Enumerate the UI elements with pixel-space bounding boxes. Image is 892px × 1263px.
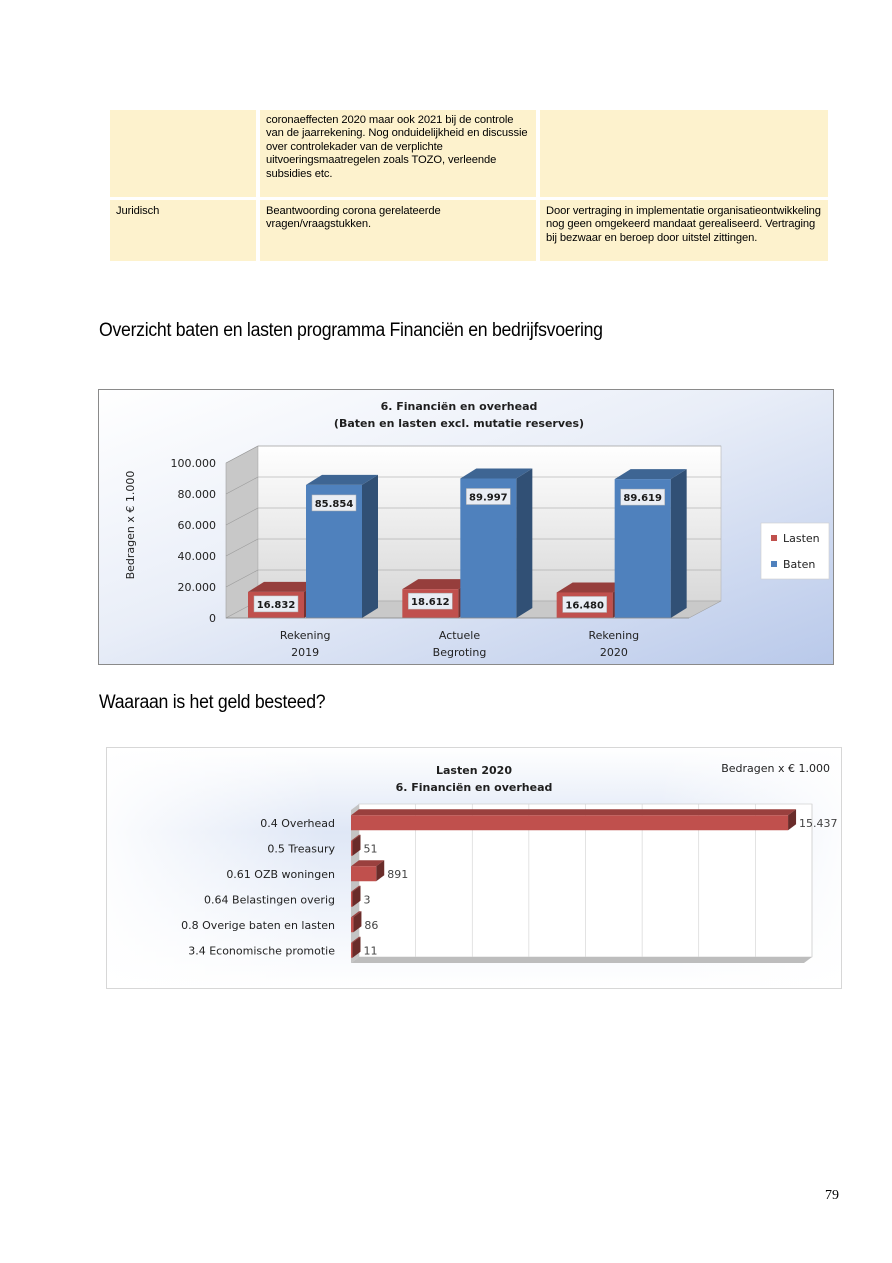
chart-subtitle: 6. Financiën en overhead [395,781,553,794]
risk-table [110,110,828,261]
category-label: 0.8 Overige baten en lasten [181,918,335,932]
table-cell-category [110,110,256,197]
x-tick-label: Begroting [432,646,487,659]
data-label: 16.480 [565,600,604,612]
unit-note: Bedragen x € 1.000 [721,762,830,775]
data-label: 85.854 [314,498,354,510]
x-tick-label: Rekening [279,629,331,642]
bar [351,892,353,907]
table-row [110,110,828,197]
column-chart-svg [99,390,833,664]
table-cell-measure [540,110,828,197]
category-label: 0.61 OZB woningen [226,867,335,881]
column-chart-baten-lasten [98,389,834,665]
bar-chart-svg [107,748,841,988]
table-cell-measure: Door vertraging in implementatie organisatieontwikkeling nog geen omgekeerd mandaat gerealiseerd. Vertraging bij bezwaar en beroep door uitstel zittingen. [540,200,828,261]
x-tick-label: 2019 [291,646,320,659]
x-tick-label: Actuele [438,629,481,642]
data-label: 3 [363,893,371,907]
chart-title: 6. Financiën en overhead [380,400,538,413]
data-label: 51 [363,842,378,856]
data-label: 86 [364,918,379,932]
category-label: 0.64 Belastingen overig [204,893,335,907]
category-label: 0.5 Treasury [267,842,335,856]
table-cell-effect: Beantwoording corona gerelateerde vragen/vraagstukken. [260,200,536,261]
data-label: 18.612 [411,597,450,609]
bar [351,841,353,856]
category-label: 0.4 Overhead [260,816,335,830]
y-tick-label: 0 [209,612,216,625]
bar-top [351,809,796,815]
table-cell-effect: coronaeffecten 2020 maar ook 2021 bij de controle van de jaarrekening. Nog onduidelijkheid en discussie over controlekader van de verplichte uitvoeringsmaatregelen zoals TOZO, verleende subsidies etc. [260,110,536,197]
bar-side [671,469,687,618]
data-label: 89.997 [469,492,508,504]
legend-label: Lasten [783,532,820,545]
legend-swatch [771,561,777,567]
bar [351,866,376,881]
data-label: 15.437 [799,816,838,830]
data-label: 16.832 [256,599,296,611]
y-tick-label: 20.000 [177,581,216,594]
section-title-spending: Waaraan is het geld besteed? [99,692,326,713]
table-cell-category: Juridisch [110,200,256,261]
chart-title: Lasten 2020 [436,764,512,777]
bar-side [516,469,532,618]
y-tick-label: 80.000 [177,488,216,501]
bar-chart-lasten-2020 [106,747,842,989]
bar [351,943,353,958]
chart-subtitle: (Baten en lasten excl. mutatie reserves) [333,417,585,430]
data-label: 11 [363,944,378,958]
y-axis-label: Bedragen x € 1.000 [124,470,137,580]
y-tick-label: 100.000 [170,457,216,470]
x-tick-label: Rekening [588,629,640,642]
floor [351,957,812,963]
bar [351,917,353,932]
bar [351,815,788,830]
y-tick-label: 60.000 [177,519,216,532]
data-label: 891 [387,867,409,881]
table-row [110,200,828,261]
bar-side [362,475,378,618]
x-tick-label: 2020 [599,646,628,659]
section-title-overview: Overzicht baten en lasten programma Financiën en bedrijfsvoering [99,320,603,341]
category-label: 3.4 Economische promotie [188,944,335,958]
legend-label: Baten [783,558,816,571]
y-tick-label: 40.000 [177,550,216,563]
data-label: 89.619 [623,493,662,505]
legend-swatch [771,535,777,541]
page-number: 79 [825,1188,839,1203]
